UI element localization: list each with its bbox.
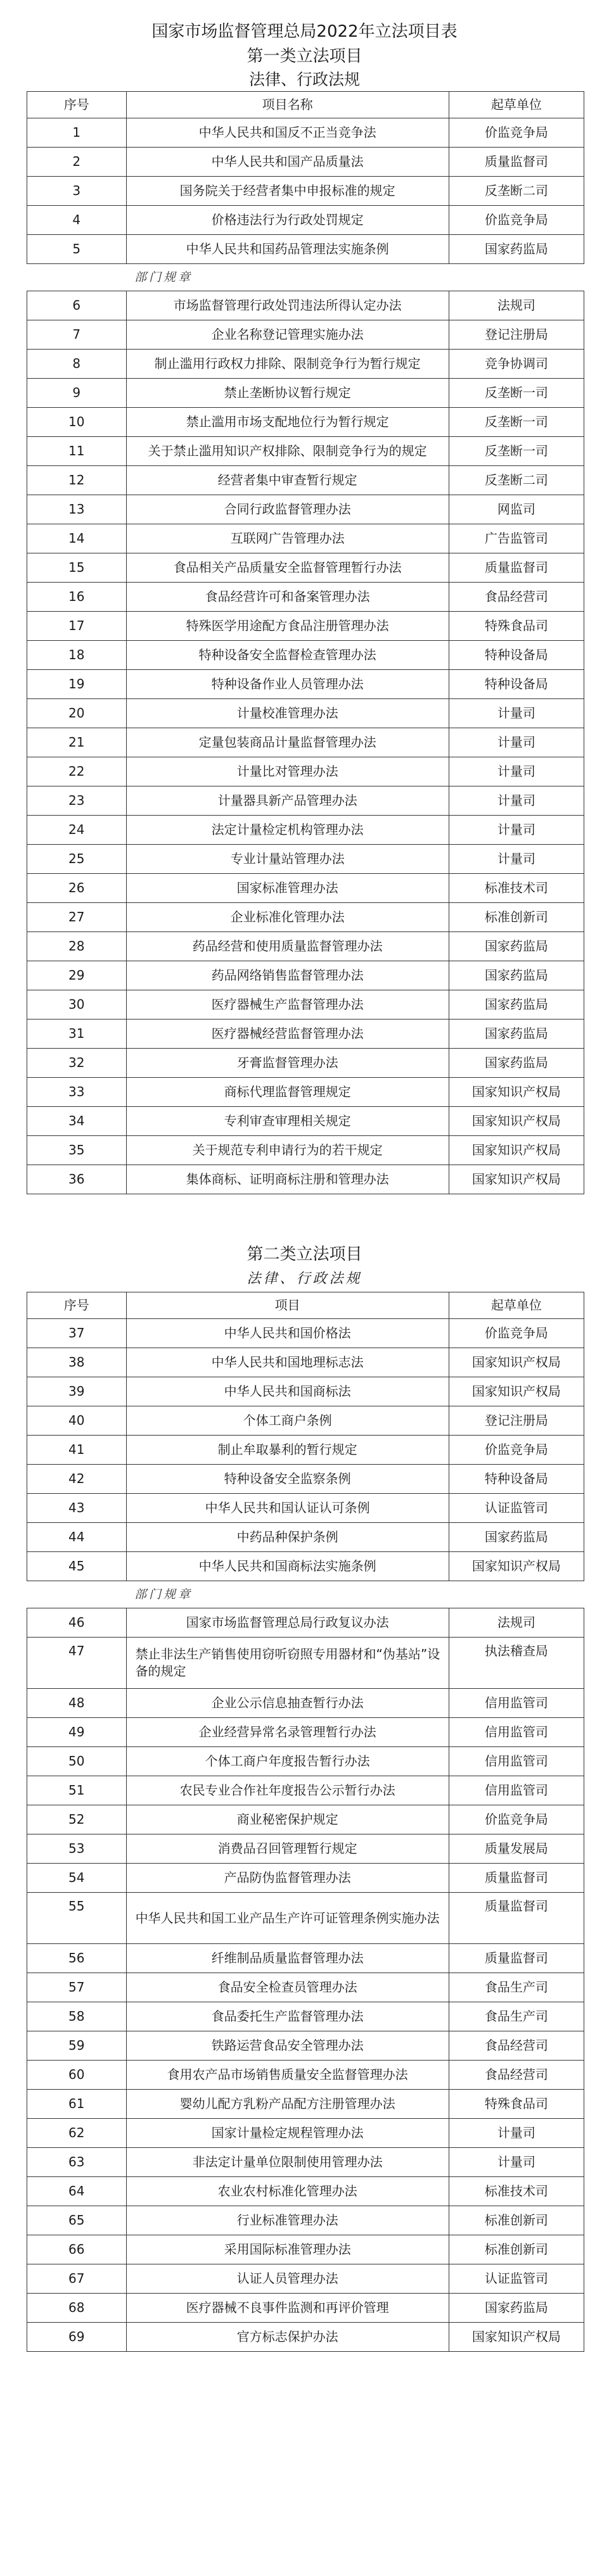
drafting-unit: 价监竞争局 bbox=[449, 1805, 584, 1834]
table-row bbox=[27, 2323, 584, 2352]
project-name: 纤维制品质量监督管理办法 bbox=[126, 1944, 449, 1973]
row-number: 30 bbox=[27, 990, 127, 1020]
project-name: 中华人民共和国产品质量法 bbox=[126, 148, 449, 177]
drafting-unit: 计量司 bbox=[449, 728, 584, 757]
row-number: 8 bbox=[27, 350, 127, 379]
table-row bbox=[27, 786, 584, 816]
table-row bbox=[27, 2294, 584, 2323]
section-subtitle: 法律、行政法规 bbox=[248, 70, 360, 89]
drafting-unit: 信用监管司 bbox=[449, 1747, 584, 1776]
row-number: 50 bbox=[27, 1747, 127, 1776]
project-name: 婴幼儿配方乳粉产品配方注册管理办法 bbox=[126, 2090, 449, 2119]
project-name: 商业秘密保护规定 bbox=[126, 1805, 449, 1834]
project-name: 国家计量检定规程管理办法 bbox=[126, 2119, 449, 2148]
drafting-unit: 计量司 bbox=[449, 816, 584, 845]
row-number: 7 bbox=[27, 320, 127, 350]
table-row bbox=[27, 2264, 584, 2294]
table-row bbox=[27, 1136, 584, 1165]
table-row bbox=[27, 1406, 584, 1436]
document-title: 国家市场监督管理总局2022年立法项目表 bbox=[151, 22, 458, 41]
row-number: 10 bbox=[27, 408, 127, 437]
project-name: 国务院关于经营者集中申报标准的规定 bbox=[126, 177, 449, 206]
project-name: 合同行政监督管理办法 bbox=[126, 495, 449, 524]
project-name: 认证人员管理办法 bbox=[126, 2264, 449, 2294]
row-number: 33 bbox=[27, 1078, 127, 1107]
row-number: 47 bbox=[27, 1638, 127, 1689]
project-name: 药品经营和使用质量监督管理办法 bbox=[126, 932, 449, 961]
drafting-unit: 国家药监局 bbox=[449, 1020, 584, 1049]
drafting-unit: 登记注册局 bbox=[449, 1406, 584, 1436]
row-number: 19 bbox=[27, 670, 127, 699]
table-row bbox=[27, 1973, 584, 2002]
table-row bbox=[27, 1436, 584, 1465]
drafting-unit: 质量发展局 bbox=[449, 1834, 584, 1864]
table-row bbox=[27, 2177, 584, 2206]
project-name: 专业计量站管理办法 bbox=[126, 845, 449, 874]
project-name: 定量包装商品计量监督管理办法 bbox=[126, 728, 449, 757]
project-name: 制止牟取暴利的暂行规定 bbox=[126, 1436, 449, 1465]
row-number: 12 bbox=[27, 466, 127, 495]
table-row bbox=[27, 583, 584, 612]
row-number: 32 bbox=[27, 1049, 127, 1078]
project-name: 产品防伪监督管理办法 bbox=[126, 1864, 449, 1893]
row-number: 16 bbox=[27, 583, 127, 612]
table-row bbox=[27, 1523, 584, 1552]
row-number: 46 bbox=[27, 1608, 127, 1638]
project-name: 中华人民共和国地理标志法 bbox=[126, 1348, 449, 1377]
drafting-unit: 计量司 bbox=[449, 2119, 584, 2148]
project-name: 食品相关产品质量安全监督管理暂行办法 bbox=[126, 553, 449, 583]
drafting-unit: 食品经营司 bbox=[449, 2061, 584, 2090]
drafting-unit: 信用监管司 bbox=[449, 1689, 584, 1718]
table-row bbox=[27, 1834, 584, 1864]
table-row bbox=[27, 1377, 584, 1406]
table-row bbox=[27, 2002, 584, 2031]
project-name: 中药品种保护条例 bbox=[126, 1523, 449, 1552]
drafting-unit: 国家知识产权局 bbox=[449, 1165, 584, 1194]
row-number: 67 bbox=[27, 2264, 127, 2294]
project-name: 中华人民共和国反不正当竞争法 bbox=[126, 118, 449, 148]
table-row bbox=[27, 553, 584, 583]
row-number: 28 bbox=[27, 932, 127, 961]
table-row bbox=[27, 2090, 584, 2119]
table-row bbox=[27, 961, 584, 990]
row-number: 45 bbox=[27, 1552, 127, 1581]
table-row bbox=[27, 845, 584, 874]
project-name: 消费品召回管理暂行规定 bbox=[126, 1834, 449, 1864]
project-name: 企业经营异常名录管理暂行办法 bbox=[126, 1718, 449, 1747]
project-name: 中华人民共和国价格法 bbox=[126, 1319, 449, 1348]
table-row bbox=[27, 641, 584, 670]
table-row bbox=[27, 612, 584, 641]
drafting-unit: 信用监管司 bbox=[449, 1718, 584, 1747]
table-row bbox=[27, 2061, 584, 2090]
group-label-departmental-rules: 部门规章 bbox=[134, 270, 193, 284]
projects-table-rules bbox=[27, 291, 584, 1194]
section-spacer bbox=[0, 1194, 609, 1242]
row-number: 39 bbox=[27, 1377, 127, 1406]
table-row bbox=[27, 670, 584, 699]
drafting-unit: 反垄断一司 bbox=[449, 408, 584, 437]
table-row bbox=[27, 1465, 584, 1494]
table-header-row bbox=[27, 92, 584, 118]
project-name: 特殊医学用途配方食品注册管理办法 bbox=[126, 612, 449, 641]
drafting-unit: 国家知识产权局 bbox=[449, 1078, 584, 1107]
project-name: 特种设备安全监督检查管理办法 bbox=[126, 641, 449, 670]
table-row bbox=[27, 235, 584, 264]
drafting-unit: 法规司 bbox=[449, 1608, 584, 1638]
table-row bbox=[27, 2148, 584, 2177]
project-name: 企业标准化管理办法 bbox=[126, 903, 449, 932]
header-drafting-unit: 起草单位 bbox=[449, 1292, 584, 1319]
project-name: 中华人民共和国商标法 bbox=[126, 1377, 449, 1406]
row-number: 59 bbox=[27, 2031, 127, 2061]
drafting-unit: 国家药监局 bbox=[449, 1049, 584, 1078]
drafting-unit: 质量监督司 bbox=[449, 148, 584, 177]
table-row bbox=[27, 2206, 584, 2235]
project-name: 医疗器械经营监督管理办法 bbox=[126, 1020, 449, 1049]
project-name: 互联网广告管理办法 bbox=[126, 524, 449, 553]
row-number: 6 bbox=[27, 291, 127, 320]
row-number: 64 bbox=[27, 2177, 127, 2206]
table-row bbox=[27, 1893, 584, 1944]
table-row bbox=[27, 1552, 584, 1581]
drafting-unit: 国家药监局 bbox=[449, 235, 584, 264]
table-row bbox=[27, 932, 584, 961]
drafting-unit: 特殊食品司 bbox=[449, 2090, 584, 2119]
project-name: 关于规范专利申请行为的若干规定 bbox=[126, 1136, 449, 1165]
drafting-unit: 国家药监局 bbox=[449, 932, 584, 961]
drafting-unit: 计量司 bbox=[449, 699, 584, 728]
row-number: 4 bbox=[27, 206, 127, 235]
project-name: 个体工商户年度报告暂行办法 bbox=[126, 1747, 449, 1776]
row-number: 36 bbox=[27, 1165, 127, 1194]
drafting-unit: 登记注册局 bbox=[449, 320, 584, 350]
row-number: 9 bbox=[27, 379, 127, 408]
header-project-name: 项目 bbox=[126, 1292, 449, 1319]
row-number: 43 bbox=[27, 1494, 127, 1523]
drafting-unit: 标准创新司 bbox=[449, 903, 584, 932]
project-name: 药品网络销售监督管理办法 bbox=[126, 961, 449, 990]
row-number: 40 bbox=[27, 1406, 127, 1436]
project-name: 企业公示信息抽查暂行办法 bbox=[126, 1689, 449, 1718]
row-number: 17 bbox=[27, 612, 127, 641]
row-number: 2 bbox=[27, 148, 127, 177]
section-first-category bbox=[0, 44, 609, 1194]
drafting-unit: 国家知识产权局 bbox=[449, 1136, 584, 1165]
table-row bbox=[27, 408, 584, 437]
drafting-unit: 价监竞争局 bbox=[449, 1319, 584, 1348]
row-number: 29 bbox=[27, 961, 127, 990]
project-name: 经营者集中审查暂行规定 bbox=[126, 466, 449, 495]
drafting-unit: 国家药监局 bbox=[449, 2294, 584, 2323]
section-title: 第一类立法项目 bbox=[247, 47, 362, 66]
drafting-unit: 反垄断一司 bbox=[449, 379, 584, 408]
row-number: 34 bbox=[27, 1107, 127, 1136]
drafting-unit: 国家知识产权局 bbox=[449, 1552, 584, 1581]
project-name: 制止滥用行政权力排除、限制竞争行为暂行规定 bbox=[126, 350, 449, 379]
row-number: 38 bbox=[27, 1348, 127, 1377]
drafting-unit: 国家知识产权局 bbox=[449, 2323, 584, 2352]
project-name: 中华人民共和国认证认可条例 bbox=[126, 1494, 449, 1523]
row-number: 56 bbox=[27, 1944, 127, 1973]
row-number: 27 bbox=[27, 903, 127, 932]
project-name: 特种设备作业人员管理办法 bbox=[126, 670, 449, 699]
header-number: 序号 bbox=[27, 1292, 127, 1319]
project-name: 国家标准管理办法 bbox=[126, 874, 449, 903]
row-number: 51 bbox=[27, 1776, 127, 1805]
drafting-unit: 价监竞争局 bbox=[449, 118, 584, 148]
drafting-unit: 计量司 bbox=[449, 786, 584, 816]
drafting-unit: 反垄断二司 bbox=[449, 466, 584, 495]
header-project-name: 项目名称 bbox=[126, 92, 449, 118]
projects-table-rules bbox=[27, 1608, 584, 2352]
section-subtitle: 法律、行政法规 bbox=[247, 1271, 362, 1287]
project-name: 采用国际标准管理办法 bbox=[126, 2235, 449, 2264]
table-row bbox=[27, 874, 584, 903]
drafting-unit: 特殊食品司 bbox=[449, 612, 584, 641]
table-row bbox=[27, 1718, 584, 1747]
table-row bbox=[27, 1107, 584, 1136]
table-row bbox=[27, 1608, 584, 1638]
row-number: 53 bbox=[27, 1834, 127, 1864]
table-row bbox=[27, 1020, 584, 1049]
project-name: 计量比对管理办法 bbox=[126, 757, 449, 786]
row-number: 66 bbox=[27, 2235, 127, 2264]
drafting-unit: 标准技术司 bbox=[449, 874, 584, 903]
row-number: 3 bbox=[27, 177, 127, 206]
table-row bbox=[27, 1944, 584, 1973]
project-name: 中华人民共和国工业产品生产许可证管理条例实施办法 bbox=[126, 1893, 449, 1944]
project-name: 特种设备安全监察条例 bbox=[126, 1465, 449, 1494]
row-number: 49 bbox=[27, 1718, 127, 1747]
table-row bbox=[27, 1747, 584, 1776]
table-row bbox=[27, 2031, 584, 2061]
table-row bbox=[27, 437, 584, 466]
row-number: 60 bbox=[27, 2061, 127, 2090]
drafting-unit: 国家药监局 bbox=[449, 990, 584, 1020]
row-number: 58 bbox=[27, 2002, 127, 2031]
drafting-unit: 价监竞争局 bbox=[449, 1436, 584, 1465]
table-row bbox=[27, 1348, 584, 1377]
table-row bbox=[27, 2119, 584, 2148]
table-row bbox=[27, 1864, 584, 1893]
drafting-unit: 广告监管司 bbox=[449, 524, 584, 553]
drafting-unit: 法规司 bbox=[449, 291, 584, 320]
row-number: 18 bbox=[27, 641, 127, 670]
table-row bbox=[27, 903, 584, 932]
project-name: 行业标准管理办法 bbox=[126, 2206, 449, 2235]
row-number: 54 bbox=[27, 1864, 127, 1893]
project-name: 禁止非法生产销售使用窃听窃照专用器材和“伪基站”设备的规定 bbox=[126, 1638, 449, 1689]
row-number: 24 bbox=[27, 816, 127, 845]
row-number: 31 bbox=[27, 1020, 127, 1049]
project-name: 商标代理监督管理规定 bbox=[126, 1078, 449, 1107]
project-name: 官方标志保护办法 bbox=[126, 2323, 449, 2352]
drafting-unit: 信用监管司 bbox=[449, 1776, 584, 1805]
project-name: 国家市场监督管理总局行政复议办法 bbox=[126, 1608, 449, 1638]
project-name: 价格违法行为行政处罚规定 bbox=[126, 206, 449, 235]
row-number: 14 bbox=[27, 524, 127, 553]
row-number: 65 bbox=[27, 2206, 127, 2235]
row-number: 52 bbox=[27, 1805, 127, 1834]
drafting-unit: 竞争协调司 bbox=[449, 350, 584, 379]
table-row bbox=[27, 379, 584, 408]
table-row bbox=[27, 1078, 584, 1107]
table-row bbox=[27, 1805, 584, 1834]
row-number: 42 bbox=[27, 1465, 127, 1494]
project-name: 个体工商户条例 bbox=[126, 1406, 449, 1436]
drafting-unit: 反垄断一司 bbox=[449, 437, 584, 466]
section-second-category bbox=[0, 1242, 609, 2352]
project-name: 农民专业合作社年度报告公示暂行办法 bbox=[126, 1776, 449, 1805]
row-number: 55 bbox=[27, 1893, 127, 1944]
drafting-unit: 质量监督司 bbox=[449, 1893, 584, 1944]
drafting-unit: 食品生产司 bbox=[449, 2002, 584, 2031]
drafting-unit: 网监司 bbox=[449, 495, 584, 524]
drafting-unit: 国家知识产权局 bbox=[449, 1377, 584, 1406]
row-number: 23 bbox=[27, 786, 127, 816]
project-name: 食品安全检查员管理办法 bbox=[126, 1973, 449, 2002]
project-name: 企业名称登记管理实施办法 bbox=[126, 320, 449, 350]
project-name: 牙膏监督管理办法 bbox=[126, 1049, 449, 1078]
row-number: 25 bbox=[27, 845, 127, 874]
project-name: 法定计量检定机构管理办法 bbox=[126, 816, 449, 845]
table-row bbox=[27, 757, 584, 786]
project-name: 计量校准管理办法 bbox=[126, 699, 449, 728]
project-name: 市场监督管理行政处罚违法所得认定办法 bbox=[126, 291, 449, 320]
drafting-unit: 国家知识产权局 bbox=[449, 1107, 584, 1136]
project-name: 食用农产品市场销售质量安全监督管理办法 bbox=[126, 2061, 449, 2090]
header-drafting-unit: 起草单位 bbox=[449, 92, 584, 118]
row-number: 22 bbox=[27, 757, 127, 786]
table-row bbox=[27, 1319, 584, 1348]
project-name: 禁止垄断协议暂行规定 bbox=[126, 379, 449, 408]
drafting-unit: 认证监管司 bbox=[449, 1494, 584, 1523]
project-name: 集体商标、证明商标注册和管理办法 bbox=[126, 1165, 449, 1194]
table-row bbox=[27, 1776, 584, 1805]
drafting-unit: 标准创新司 bbox=[449, 2206, 584, 2235]
table-row bbox=[27, 206, 584, 235]
project-name: 铁路运营食品安全管理办法 bbox=[126, 2031, 449, 2061]
row-number: 15 bbox=[27, 553, 127, 583]
drafting-unit: 计量司 bbox=[449, 2148, 584, 2177]
projects-table-laws bbox=[27, 91, 584, 264]
project-name: 食品委托生产监督管理办法 bbox=[126, 2002, 449, 2031]
table-row bbox=[27, 699, 584, 728]
drafting-unit: 执法稽查局 bbox=[449, 1638, 584, 1689]
project-name: 专利审查审理相关规定 bbox=[126, 1107, 449, 1136]
drafting-unit: 国家知识产权局 bbox=[449, 1348, 584, 1377]
row-number: 11 bbox=[27, 437, 127, 466]
group-label-departmental-rules: 部门规章 bbox=[134, 1588, 193, 1601]
row-number: 68 bbox=[27, 2294, 127, 2323]
table-row bbox=[27, 1689, 584, 1718]
drafting-unit: 食品生产司 bbox=[449, 1973, 584, 2002]
drafting-unit: 质量监督司 bbox=[449, 553, 584, 583]
drafting-unit: 国家药监局 bbox=[449, 1523, 584, 1552]
project-name: 农业农村标准化管理办法 bbox=[126, 2177, 449, 2206]
row-number: 13 bbox=[27, 495, 127, 524]
row-number: 62 bbox=[27, 2119, 127, 2148]
row-number: 57 bbox=[27, 1973, 127, 2002]
project-name: 医疗器械生产监督管理办法 bbox=[126, 990, 449, 1020]
drafting-unit: 质量监督司 bbox=[449, 1864, 584, 1893]
drafting-unit: 标准技术司 bbox=[449, 2177, 584, 2206]
table-row bbox=[27, 1049, 584, 1078]
table-row bbox=[27, 291, 584, 320]
header-number: 序号 bbox=[27, 92, 127, 118]
table-row bbox=[27, 350, 584, 379]
project-name: 计量器具新产品管理办法 bbox=[126, 786, 449, 816]
table-row bbox=[27, 148, 584, 177]
drafting-unit: 食品经营司 bbox=[449, 2031, 584, 2061]
table-row bbox=[27, 495, 584, 524]
table-row bbox=[27, 177, 584, 206]
row-number: 61 bbox=[27, 2090, 127, 2119]
project-name: 医疗器械不良事件监测和再评价管理 bbox=[126, 2294, 449, 2323]
section-title: 第二类立法项目 bbox=[247, 1245, 362, 1264]
drafting-unit: 价监竞争局 bbox=[449, 206, 584, 235]
table-row bbox=[27, 466, 584, 495]
project-name: 非法定计量单位限制使用管理办法 bbox=[126, 2148, 449, 2177]
row-number: 44 bbox=[27, 1523, 127, 1552]
row-number: 63 bbox=[27, 2148, 127, 2177]
table-row bbox=[27, 990, 584, 1020]
row-number: 1 bbox=[27, 118, 127, 148]
table-header-row bbox=[27, 1292, 584, 1319]
table-row bbox=[27, 2235, 584, 2264]
project-name: 中华人民共和国药品管理法实施条例 bbox=[126, 235, 449, 264]
drafting-unit: 计量司 bbox=[449, 845, 584, 874]
table-row bbox=[27, 320, 584, 350]
table-row bbox=[27, 118, 584, 148]
row-number: 69 bbox=[27, 2323, 127, 2352]
project-name: 中华人民共和国商标法实施条例 bbox=[126, 1552, 449, 1581]
row-number: 35 bbox=[27, 1136, 127, 1165]
drafting-unit: 认证监管司 bbox=[449, 2264, 584, 2294]
row-number: 21 bbox=[27, 728, 127, 757]
projects-table-laws bbox=[27, 1292, 584, 1581]
drafting-unit: 反垄断二司 bbox=[449, 177, 584, 206]
row-number: 37 bbox=[27, 1319, 127, 1348]
drafting-unit: 特种设备局 bbox=[449, 670, 584, 699]
table-row bbox=[27, 816, 584, 845]
row-number: 48 bbox=[27, 1689, 127, 1718]
table-row bbox=[27, 1638, 584, 1689]
row-number: 41 bbox=[27, 1436, 127, 1465]
drafting-unit: 标准创新司 bbox=[449, 2235, 584, 2264]
drafting-unit: 特种设备局 bbox=[449, 1465, 584, 1494]
table-row bbox=[27, 1494, 584, 1523]
drafting-unit: 质量监督司 bbox=[449, 1944, 584, 1973]
project-name: 食品经营许可和备案管理办法 bbox=[126, 583, 449, 612]
drafting-unit: 国家药监局 bbox=[449, 961, 584, 990]
row-number: 26 bbox=[27, 874, 127, 903]
row-number: 5 bbox=[27, 235, 127, 264]
drafting-unit: 计量司 bbox=[449, 757, 584, 786]
project-name: 禁止滥用市场支配地位行为暂行规定 bbox=[126, 408, 449, 437]
drafting-unit: 食品经营司 bbox=[449, 583, 584, 612]
project-name: 关于禁止滥用知识产权排除、限制竞争行为的规定 bbox=[126, 437, 449, 466]
table-row bbox=[27, 728, 584, 757]
row-number: 20 bbox=[27, 699, 127, 728]
table-row bbox=[27, 524, 584, 553]
drafting-unit: 特种设备局 bbox=[449, 641, 584, 670]
table-row bbox=[27, 1165, 584, 1194]
